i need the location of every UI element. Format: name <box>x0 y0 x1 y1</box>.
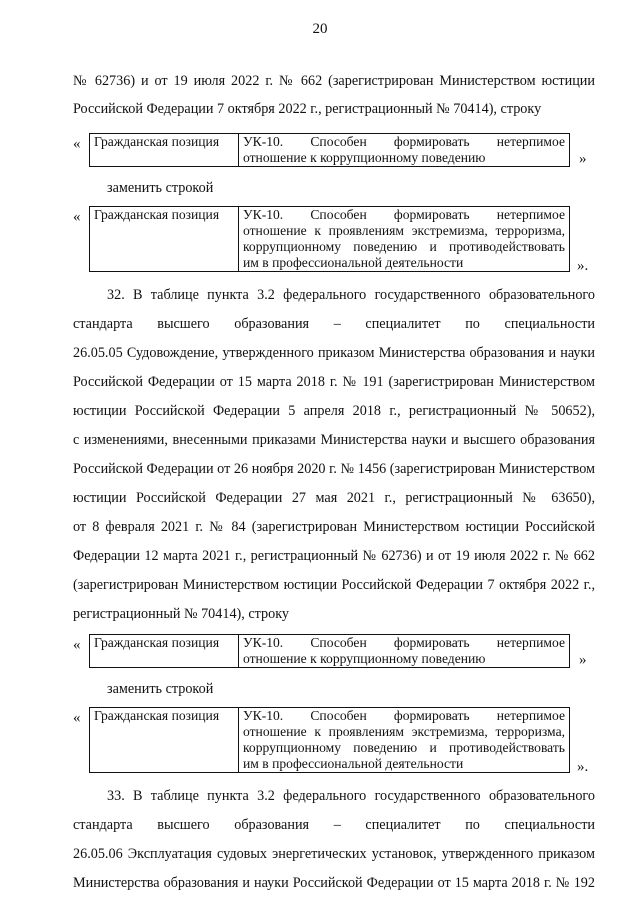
close-quote: » <box>579 151 587 167</box>
cell-line: коррупционному поведению и противодействовать <box>243 740 565 755</box>
cell-line: отношение к коррупционному поведению <box>243 150 486 165</box>
close-quote: » <box>579 652 587 668</box>
text-line: 26.05.06 Эксплуатация судовых энергетических установок, утвержденного приказом <box>73 846 595 862</box>
text-line: от 8 февраля 2021 г. № 84 (зарегистрирован Министерством юстиции Российской <box>73 519 595 535</box>
text-line: юстиции Российской Федерации 5 апреля 2018 г., регистрационный № 50652), <box>73 403 595 419</box>
close-quote: ». <box>577 258 589 274</box>
table-cell-competence-category: Гражданская позиция <box>90 635 239 668</box>
text-line: регистрационный № 70414), строку <box>73 606 290 622</box>
table-cell-competence-text <box>239 708 570 773</box>
table-cell-competence-category: Гражданская позиция <box>90 207 239 272</box>
text-line: 26.05.05 Судовождение, утвержденного приказом Министерства образования и науки <box>73 345 595 361</box>
cell-line: УК-10. Способен формировать нетерпимое <box>243 134 565 149</box>
open-quote: « <box>73 710 81 726</box>
new-row-table <box>89 206 570 272</box>
cell-line: УК-10. Способен формировать нетерпимое <box>243 708 565 723</box>
text-line: № 62736) и от 19 июля 2022 г. № 662 (зарегистрирован Министерством юстиции <box>73 73 595 89</box>
table-cell-competence-category: Гражданская позиция <box>90 708 239 773</box>
open-quote: « <box>73 136 81 152</box>
table-cell-competence-category: Гражданская позиция <box>90 134 239 167</box>
new-row-table <box>89 707 570 773</box>
open-quote: « <box>73 637 81 653</box>
text-line: с изменениями, внесенными приказами Министерства науки и высшего образования <box>73 432 595 448</box>
cell-line: им в профессиональной деятельности <box>243 756 464 771</box>
cell-line: отношение к коррупционному поведению <box>243 651 486 666</box>
close-quote: ». <box>577 759 589 775</box>
table-cell-competence-text <box>239 134 570 167</box>
cell-line: УК-10. Способен формировать нетерпимое <box>243 207 565 222</box>
text-line: (зарегистрирован Министерством юстиции Российской Федерации 7 октября 2022 г., <box>73 577 595 593</box>
open-quote: « <box>73 209 81 225</box>
text-line: Российской Федерации от 15 марта 2018 г. № 191 (зарегистрирован Министерством <box>73 374 595 390</box>
cell-line: отношение к проявлениям экстремизма, терроризма, <box>243 223 565 238</box>
text-line: стандарта высшего образования – специалитет по специальности <box>73 817 595 833</box>
replaced-row-table <box>89 634 570 668</box>
cell-line: коррупционному поведению и противодействовать <box>243 239 565 254</box>
text-line: Российской Федерации 7 октября 2022 г., регистрационный № 70414), строку <box>73 101 542 117</box>
page-number: 20 <box>312 21 328 37</box>
table-cell-competence-text <box>239 207 570 272</box>
cell-line: УК-10. Способен формировать нетерпимое <box>243 635 565 650</box>
text-line: 33. В таблице пункта 3.2 федерального государственного образовательного <box>107 788 595 804</box>
replaced-row-table <box>89 133 570 167</box>
text-line: стандарта высшего образования – специалитет по специальности <box>73 316 595 332</box>
cell-line: отношение к проявлениям экстремизма, терроризма, <box>243 724 565 739</box>
replace-instruction: заменить строкой <box>107 180 214 196</box>
replace-instruction: заменить строкой <box>107 681 214 697</box>
text-line: Российской Федерации от 26 ноября 2020 г. № 1456 (зарегистрирован Министерством <box>73 461 595 477</box>
cell-line: им в профессиональной деятельности <box>243 255 464 270</box>
text-line: 32. В таблице пункта 3.2 федерального государственного образовательного <box>107 287 595 303</box>
text-line: Федерации 12 марта 2021 г., регистрационный № 62736) и от 19 июля 2022 г. № 662 <box>73 548 595 564</box>
text-line: Министерства образования и науки Российской Федерации от 15 марта 2018 г. № 192 <box>73 875 595 891</box>
table-cell-competence-text <box>239 635 570 668</box>
text-line: юстиции Российской Федерации 27 мая 2021 г., регистрационный № 63650), <box>73 490 595 506</box>
